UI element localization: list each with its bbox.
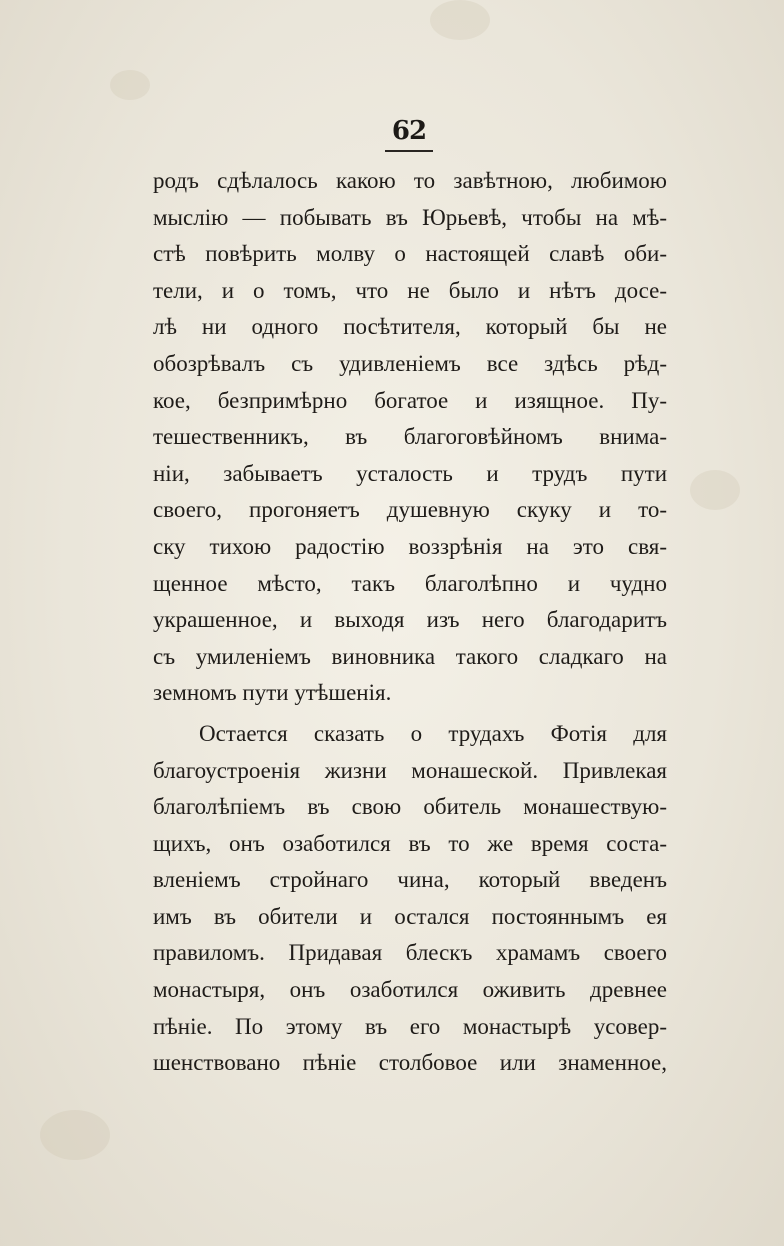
text-line: благоустроенiя жизни монашеской. Привлекая (153, 757, 667, 783)
text-line: правиломъ. Придавая блескъ храмамъ своего (153, 940, 667, 966)
text-line: щенное мѣсто, такъ благолѣпно и чудно (153, 570, 667, 596)
text-line: стѣ повѣрить молву о настоящей славѣ оби- (153, 241, 667, 267)
text-line: благолѣпiемъ въ свою обитель монашествую- (153, 794, 667, 820)
text-line: имъ въ обители и остался постояннымъ ея (153, 903, 667, 929)
text-line: кое, безпримѣрно богатое и изящное. Пу- (153, 387, 667, 413)
text-line: мыслiю — побывать въ Юрьевѣ, чтобы на мѣ- (153, 204, 667, 230)
text-line: родъ сдѣлалось какою то завѣтною, любимою (153, 168, 667, 193)
text-line: тешественникъ, въ благоговѣйномъ внима- (153, 424, 667, 450)
text-line: шенствовано пѣнiе столбовое или знаменное, (153, 1050, 667, 1076)
text-line: лѣ ни одного посѣтителя, который бы не (153, 314, 667, 340)
text-line: ску тихою радостiю воззрѣнiя на это свя- (153, 533, 667, 559)
page-number: 62 (391, 116, 427, 146)
text-line: вленiемъ стройнаго чина, который введенъ (153, 867, 667, 893)
text-line: пѣнiе. По этому въ его монастырѣ усовер- (153, 1013, 667, 1039)
body-text (153, 163, 667, 1082)
text-line: своего, прогоняетъ душевную скуку и то- (153, 497, 667, 523)
text-line: нiи, забываетъ усталость и трудъ пути (153, 460, 667, 486)
paper-stain (110, 70, 150, 100)
paper-stain (430, 0, 490, 40)
text-line: земномъ пути утѣшенiя. (153, 680, 392, 706)
page-number-rule (385, 150, 433, 152)
paragraph (153, 716, 667, 1082)
text-line: обозрѣвалъ съ удивленiемъ все здѣсь рѣд- (153, 350, 667, 376)
text-line: тели, и о томъ, что не было и нѣтъ досе- (153, 277, 667, 303)
text-line: Остается сказать о трудахъ Фотiя для (199, 720, 667, 746)
paper-stain (40, 1110, 110, 1160)
text-line: украшенное, и выходя изъ него благодаритъ (153, 607, 667, 633)
text-line: щихъ, онъ озаботился въ то же время соста- (153, 830, 667, 856)
text-line: съ умиленiемъ виновника такого сладкаго на (153, 643, 667, 669)
text-line: монастыря, онъ озаботился оживить древнее (153, 977, 667, 1003)
paragraph (153, 163, 667, 712)
paper-stain (690, 470, 740, 510)
